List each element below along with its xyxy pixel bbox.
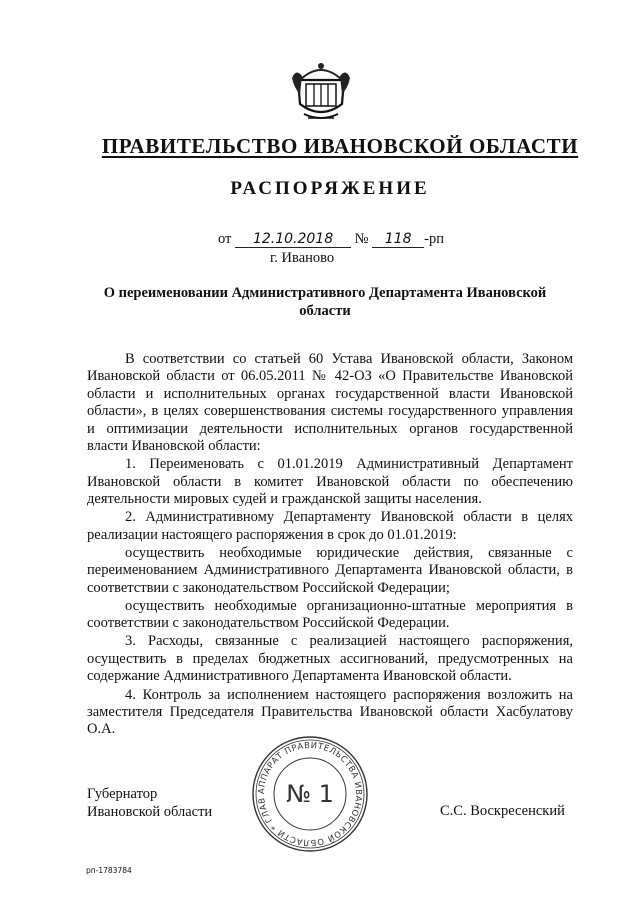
item-1-paragraph: 1. Переименовать с 01.01.2019 Административный Департамент Ивановской области в комитет Ивановской области по обеспечению деятельности мировых судей и гражданской защиты населения. <box>87 456 573 508</box>
document-type-title: РАСПОРЯЖЕНИЕ <box>230 178 430 199</box>
coat-of-arms-emblem <box>290 58 352 124</box>
handwritten-date: 12.10.2018 <box>235 232 351 248</box>
date-prefix: от <box>218 231 232 247</box>
stamp-ring-text: АППАРАТ ПРАВИТЕЛЬСТВА ИВАНОВСКОЙ ОБЛАСТИ * ГЛАВ <box>255 739 365 849</box>
signatory-position <box>87 786 212 821</box>
item-2-sub-1-paragraph: осуществить необходимые юридические действия, связанные с переименованием Административного Департамента Ивановской области, в соответствии с законодательством Российской Федерации; <box>87 544 573 596</box>
organization-title: ПРАВИТЕЛЬСТВО ИВАНОВСКОЙ ОБЛАСТИ <box>101 134 579 158</box>
item-3-paragraph: 3. Расходы, связанные с реализацией настоящего распоряжения, осуществить в пределах бюджетных ассигнований, предусмотренных на содержание Административного Департамента Ивановской области. <box>87 633 573 685</box>
item-4-paragraph: 4. Контроль за исполнением настоящего распоряжения возложить на заместителя Председателя Правительства Ивановской области Хасбулатову О.А. <box>87 686 573 738</box>
handwritten-number: 118 <box>372 232 424 248</box>
footer-doc-code: рп-1783784 <box>86 866 132 875</box>
preamble-paragraph: В соответствии со статьей 60 Устава Ивановской области, Законом Ивановской области от 06.05.2011 № 42-ОЗ «О Правительстве Ивановской области и исполнительных органах государственной власти Ивановской области», в целях совершенствования системы государственного управления и оптимизации деятельности исполнительных органов государственной власти Ивановской области: <box>87 351 573 455</box>
document-subject: О переименовании Административного Департамента Ивановской области <box>103 285 547 319</box>
number-suffix: -рп <box>424 231 444 247</box>
city-line: г. Иваново <box>270 250 335 266</box>
signatory-name: С.С. Воскресенский <box>440 803 565 819</box>
stamp-center-text: № 1 <box>286 780 334 808</box>
position-line-2: Ивановской области <box>87 803 213 820</box>
official-stamp <box>250 734 370 854</box>
position-line-1: Губернатор <box>87 786 158 802</box>
number-prefix: № <box>354 231 369 247</box>
item-2-sub-2-paragraph: осуществить необходимые организационно-штатные мероприятия в соответствии с законодательством Российской Федерации. <box>87 597 573 632</box>
stamp-seal-icon <box>250 734 370 854</box>
document-body <box>87 351 573 739</box>
date-number-line <box>218 231 444 248</box>
coat-of-arms-icon <box>290 58 352 124</box>
item-2-paragraph: 2. Административному Департаменту Ивановской области в целях реализации настоящего распоряжения в срок до 01.01.2019: <box>87 509 573 543</box>
